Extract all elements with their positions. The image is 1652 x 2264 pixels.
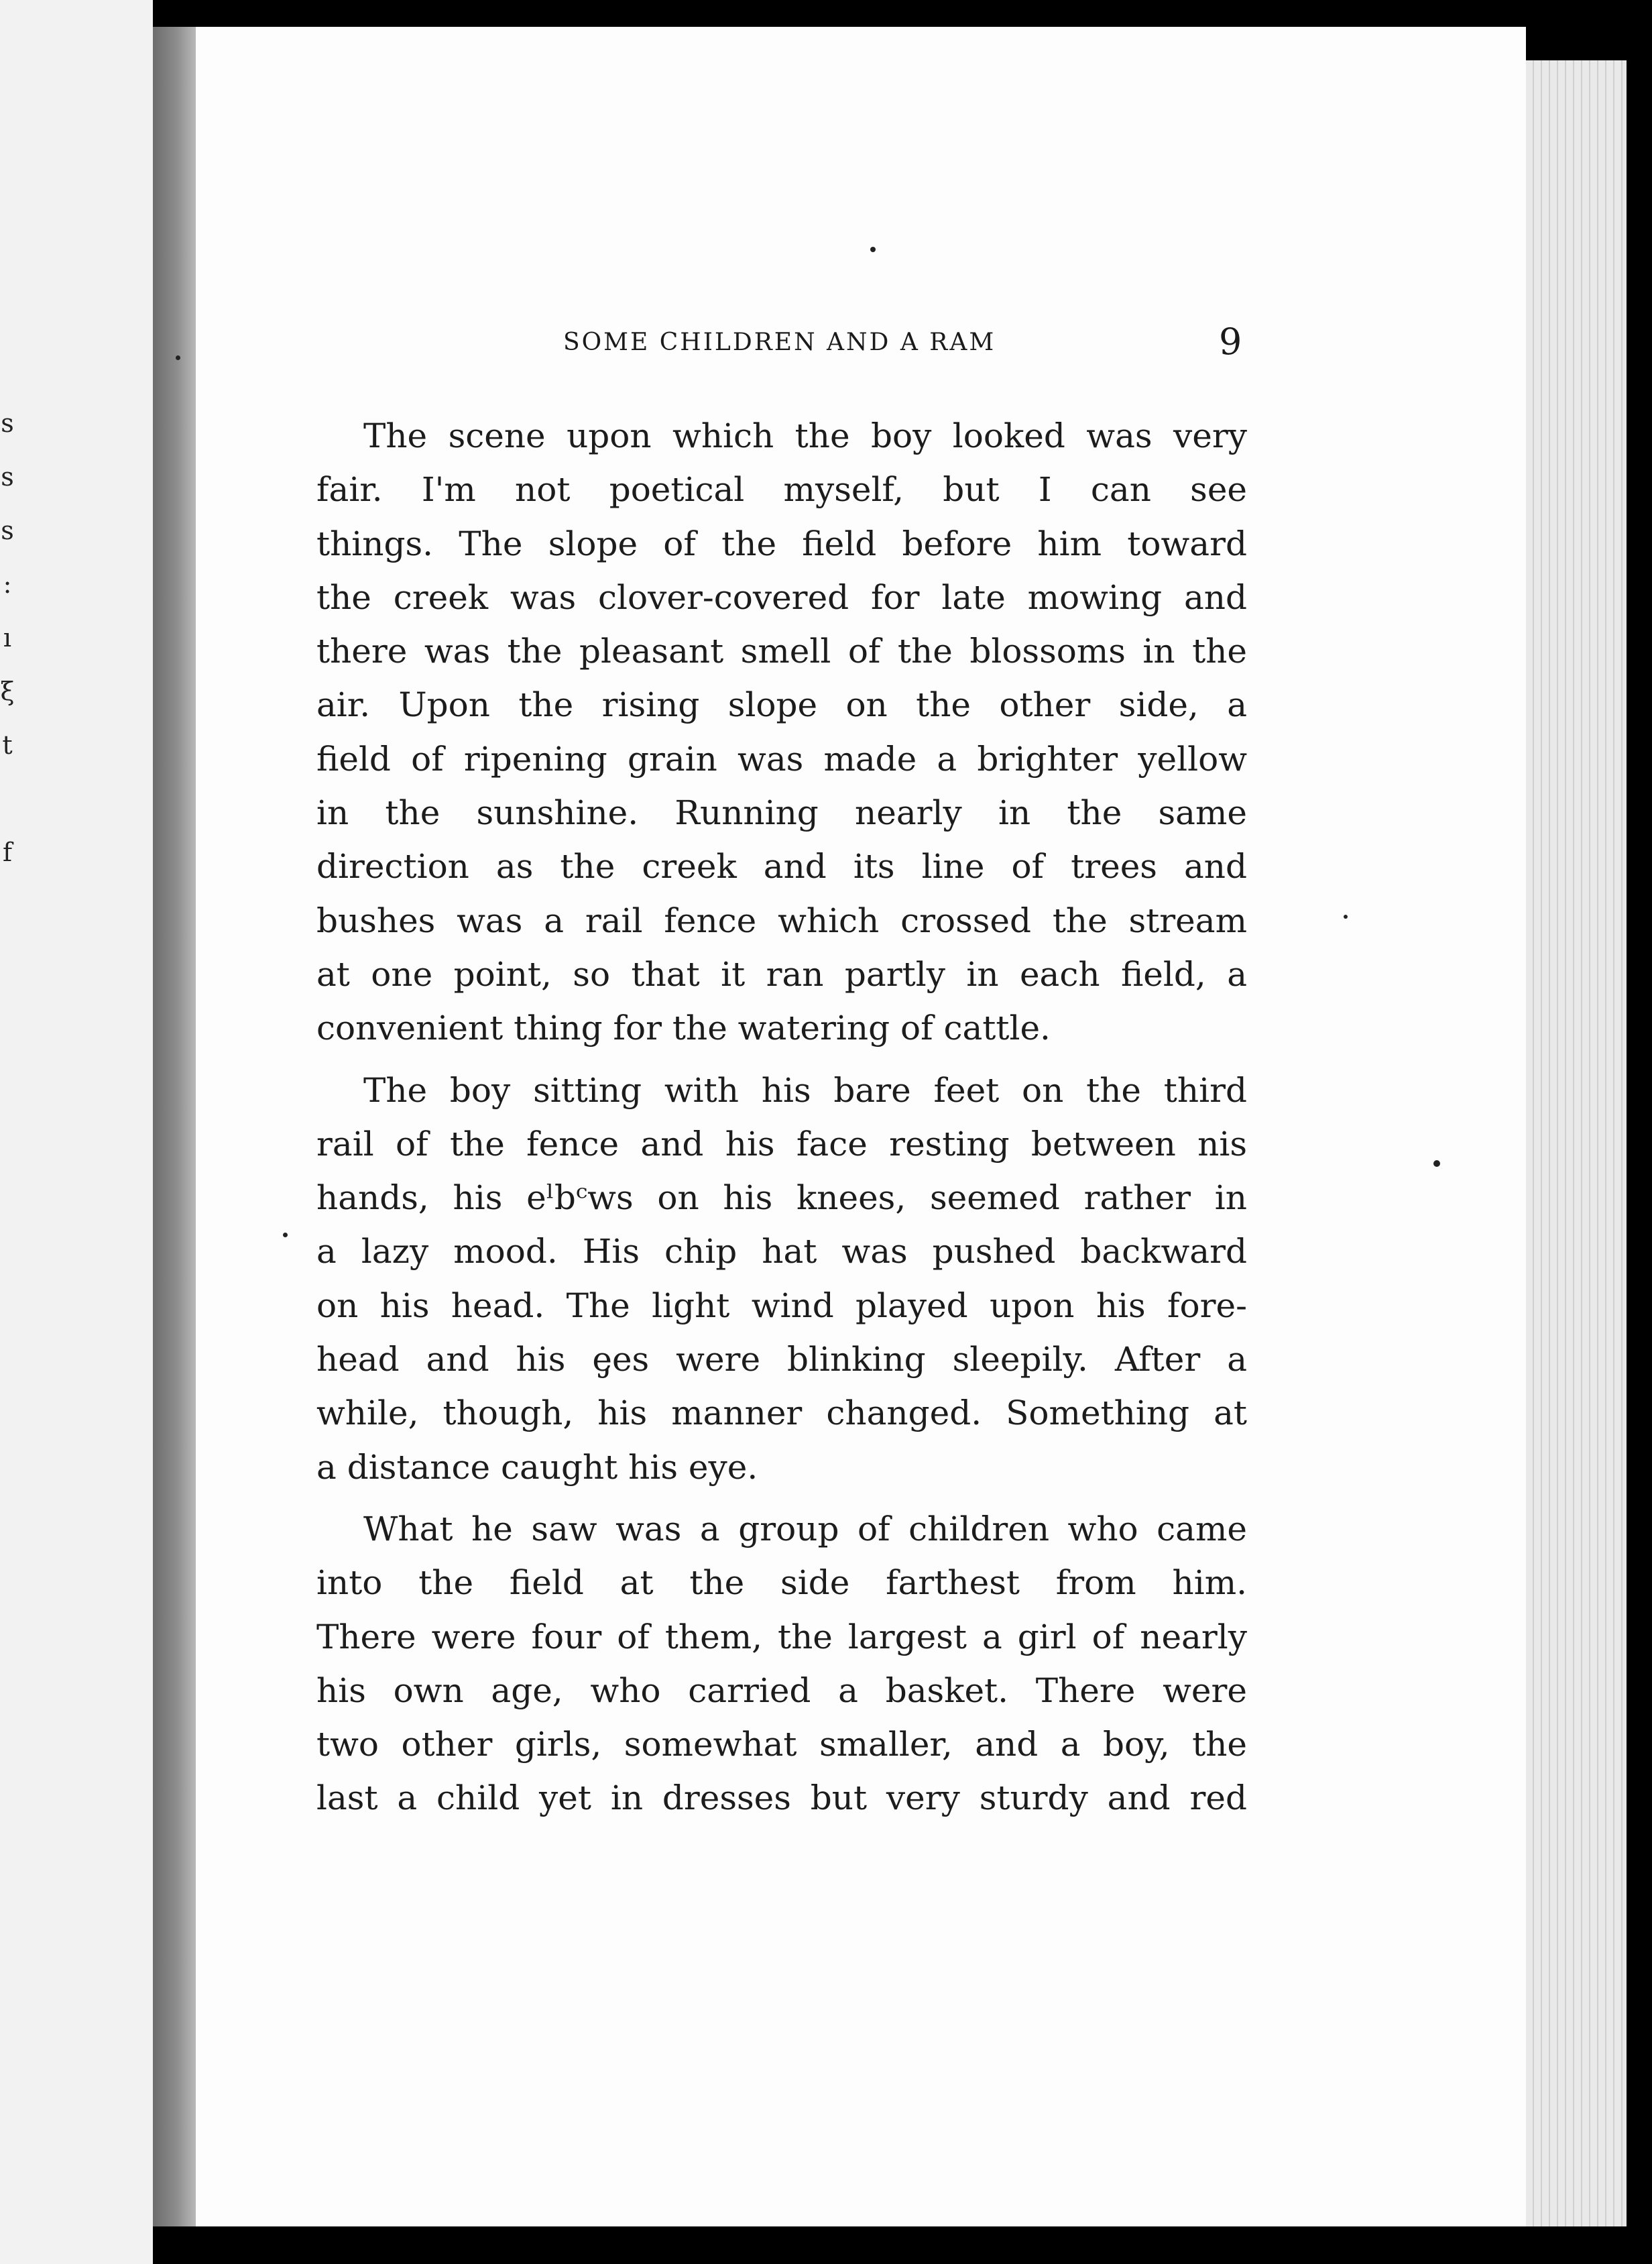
text-line: into the field at the side farthest from him. <box>316 1563 1247 1603</box>
running-head: SOME CHILDREN AND A RAM <box>563 329 996 356</box>
text-line: in the sunshine. Running nearly in the same <box>316 793 1247 833</box>
text-line: There were four of them, the largest a girl of nearly <box>316 1617 1247 1656</box>
text-line: bushes was a rail fence which crossed the stream <box>316 901 1247 940</box>
text-line: direction as the creek and its line of trees and <box>316 847 1247 887</box>
facing-page-fragment: s <box>1 516 14 545</box>
page-number: 9 <box>1219 321 1242 363</box>
facing-page-fragment: : <box>3 569 12 599</box>
book-gutter-shadow <box>153 27 196 2226</box>
scan-speck <box>176 355 180 360</box>
body-text <box>316 409 1247 1825</box>
facing-page-fragment: t <box>2 730 13 760</box>
scan-speck <box>283 1233 288 1237</box>
text-line: a lazy mood. His chip hat was pushed backward <box>316 1232 1247 1271</box>
facing-page-fragment: f <box>2 838 13 867</box>
text-line: at one point, so that it ran partly in each field, a <box>316 954 1247 994</box>
page-stack-edge <box>1526 60 1627 2226</box>
text-line: two other girls, somewhat smaller, and a boy, the <box>316 1725 1247 1764</box>
text-line: while, though, his manner changed. Something at <box>316 1394 1247 1433</box>
facing-page-fragment: s <box>1 408 14 438</box>
text-line: last a child yet in dresses but very sturdy and red <box>316 1778 1247 1818</box>
text-line: head and his e̡es were blinking sleepily. After a <box>316 1340 1247 1379</box>
paragraph-gap <box>316 1056 1247 1064</box>
text-line: a distance caught his eye. <box>316 1447 758 1487</box>
text-line: What he saw was a group of children who came <box>363 1509 1247 1548</box>
text-line: his own age, who carried a basket. There were <box>316 1671 1247 1710</box>
paragraph-gap <box>316 1494 1247 1502</box>
text-line: rail of the fence and his face resting between nis <box>316 1124 1247 1164</box>
text-line: things. The slope of the field before him toward <box>316 524 1247 563</box>
text-line: convenient thing for the watering of cattle. <box>316 1009 1051 1048</box>
text-line: on his head. The light wind played upon his fore- <box>316 1286 1247 1325</box>
text-line: there was the pleasant smell of the blossoms in the <box>316 632 1247 671</box>
text-line: air. Upon the rising slope on the other side, a <box>316 685 1247 725</box>
facing-page-fragment: s <box>1 462 14 492</box>
text-line: the creek was clover-covered for late mowing and <box>316 577 1247 617</box>
facing-page-fragment: ξ <box>0 677 15 706</box>
scan-speck <box>870 247 876 252</box>
text-line: field of ripening grain was made a brighter yellow <box>316 739 1247 779</box>
text-line: The scene upon which the boy looked was very <box>363 416 1247 455</box>
text-line: The boy sitting with his bare feet on the third <box>363 1070 1247 1110</box>
facing-page-edge <box>0 0 153 2264</box>
scan-speck <box>1344 915 1348 919</box>
scan-speck <box>1433 1160 1440 1167</box>
text-line: hands, his eˡbᶜws on his knees, seemed rather in <box>316 1178 1247 1218</box>
text-line: fair. I'm not poetical myself, but I can see <box>316 470 1247 510</box>
facing-page-fragment: ı <box>3 623 12 653</box>
